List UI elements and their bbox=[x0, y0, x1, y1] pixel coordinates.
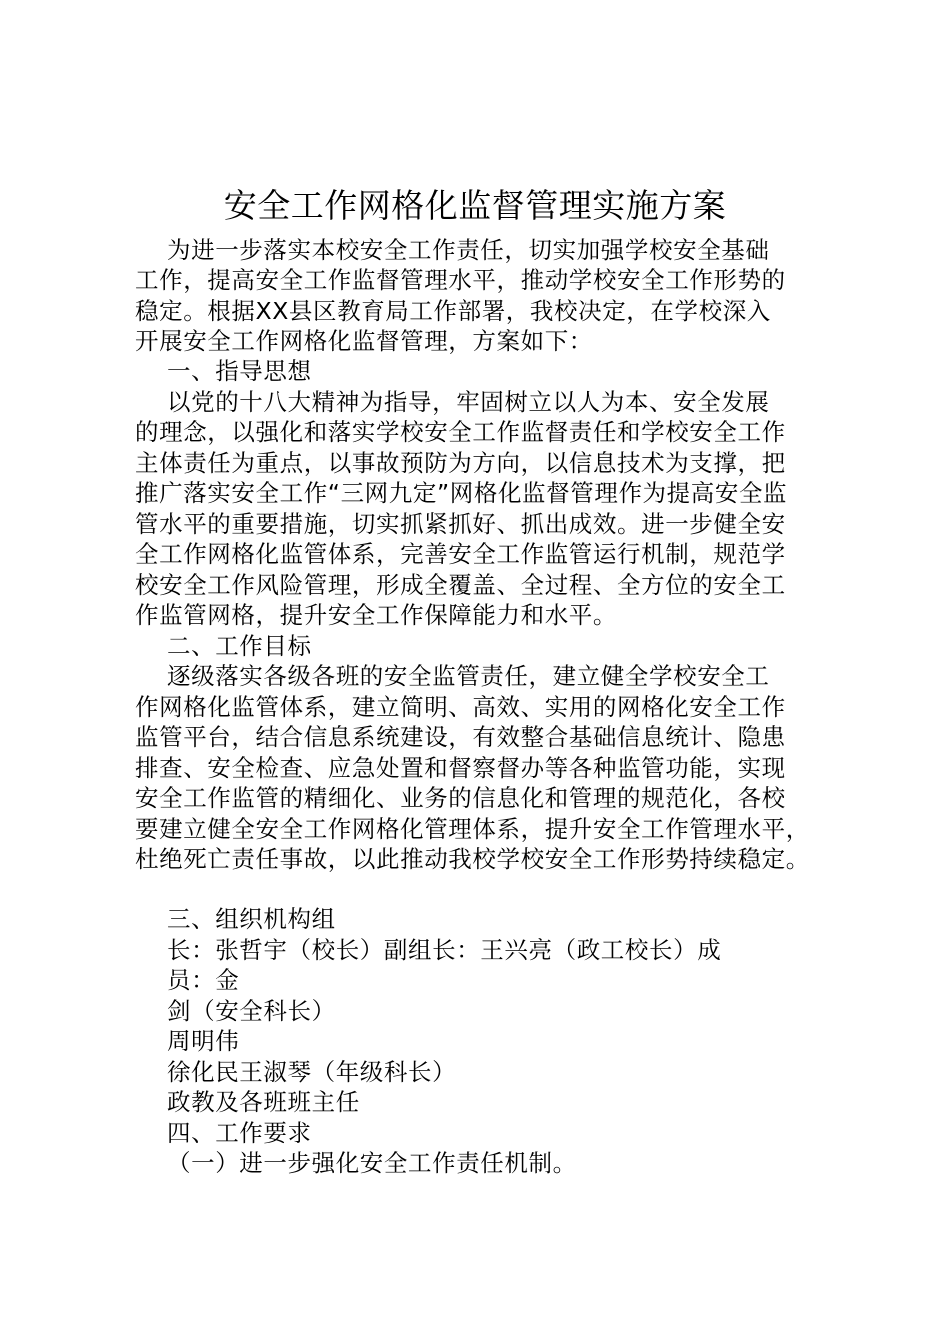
org-line: 员：金 bbox=[167, 966, 240, 994]
paragraph-line: 排查、安全检查、应急处置和督察督办等各种监管功能，实现 bbox=[135, 754, 786, 782]
intro-line: 稳定。根据XX县区教育局工作部署，我校决定，在学校深入 bbox=[135, 297, 771, 325]
intro-line: 为进一步落实本校安全工作责任，切实加强学校安全基础 bbox=[167, 236, 770, 264]
org-line: 徐化民王淑琴（年级科长） bbox=[167, 1058, 457, 1086]
org-line: 剑（安全科长） bbox=[167, 997, 336, 1025]
paragraph-line: 的理念，以强化和落实学校安全工作监督责任和学校安全工作 bbox=[135, 418, 786, 446]
document-title: 安全工作网格化监督管理实施方案 bbox=[223, 186, 727, 225]
intro-line: 开展安全工作网格化监督管理，方案如下： bbox=[135, 327, 593, 355]
paragraph-line: 要建立健全安全工作网格化管理体系，提升安全工作管理水平， bbox=[135, 815, 810, 843]
paragraph-line: 监管平台，结合信息系统建设，有效整合基础信息统计、隐患 bbox=[135, 723, 786, 751]
paragraph-line: 主体责任为重点，以事故预防为方向，以信息技术为支撑，把 bbox=[135, 449, 786, 477]
org-line: 政教及各班班主任 bbox=[167, 1088, 360, 1116]
paragraph-line: 作网格化监管体系，建立简明、高效、实用的网格化安全工作 bbox=[135, 693, 786, 721]
section-heading-guiding-ideology: 一、指导思想 bbox=[167, 357, 312, 385]
requirement-line: （一）进一步强化安全工作责任机制。 bbox=[167, 1149, 577, 1177]
paragraph-line: 杜绝死亡责任事故，以此推动我校学校安全工作形势持续稳定。 bbox=[135, 845, 810, 873]
paragraph-line: 推广落实安全工作“三网九定”网格化监督管理作为提高安全监 bbox=[135, 479, 788, 507]
paragraph-line: 作监管网格，提升安全工作保障能力和水平。 bbox=[135, 601, 617, 629]
paragraph-line: 校安全工作风险管理，形成全覆盖、全过程、全方位的安全工 bbox=[135, 571, 786, 599]
section-heading-work-goals: 二、工作目标 bbox=[167, 632, 312, 660]
paragraph-line: 以党的十八大精神为指导，牢固树立以人为本、安全发展 bbox=[167, 388, 770, 416]
paragraph-line: 安全工作监管的精细化、业务的信息化和管理的规范化，各校 bbox=[135, 784, 786, 812]
paragraph-line: 逐级落实各级各班的安全监管责任，建立健全学校安全工 bbox=[167, 662, 770, 690]
org-line: 长：张哲宇（校长）副组长：王兴亮（政工校长）成 bbox=[167, 936, 722, 964]
paragraph-line: 管水平的重要措施，切实抓紧抓好、抓出成效。进一步健全安 bbox=[135, 510, 786, 538]
intro-line: 工作，提高安全工作监督管理水平，推动学校安全工作形势的 bbox=[135, 266, 786, 294]
section-heading-organization: 三、组织机构组 bbox=[167, 905, 336, 933]
org-line: 周明伟 bbox=[167, 1027, 240, 1055]
section-heading-work-requirements: 四、工作要求 bbox=[167, 1119, 312, 1147]
paragraph-line: 全工作网格化监管体系，完善安全工作监管运行机制，规范学 bbox=[135, 540, 786, 568]
